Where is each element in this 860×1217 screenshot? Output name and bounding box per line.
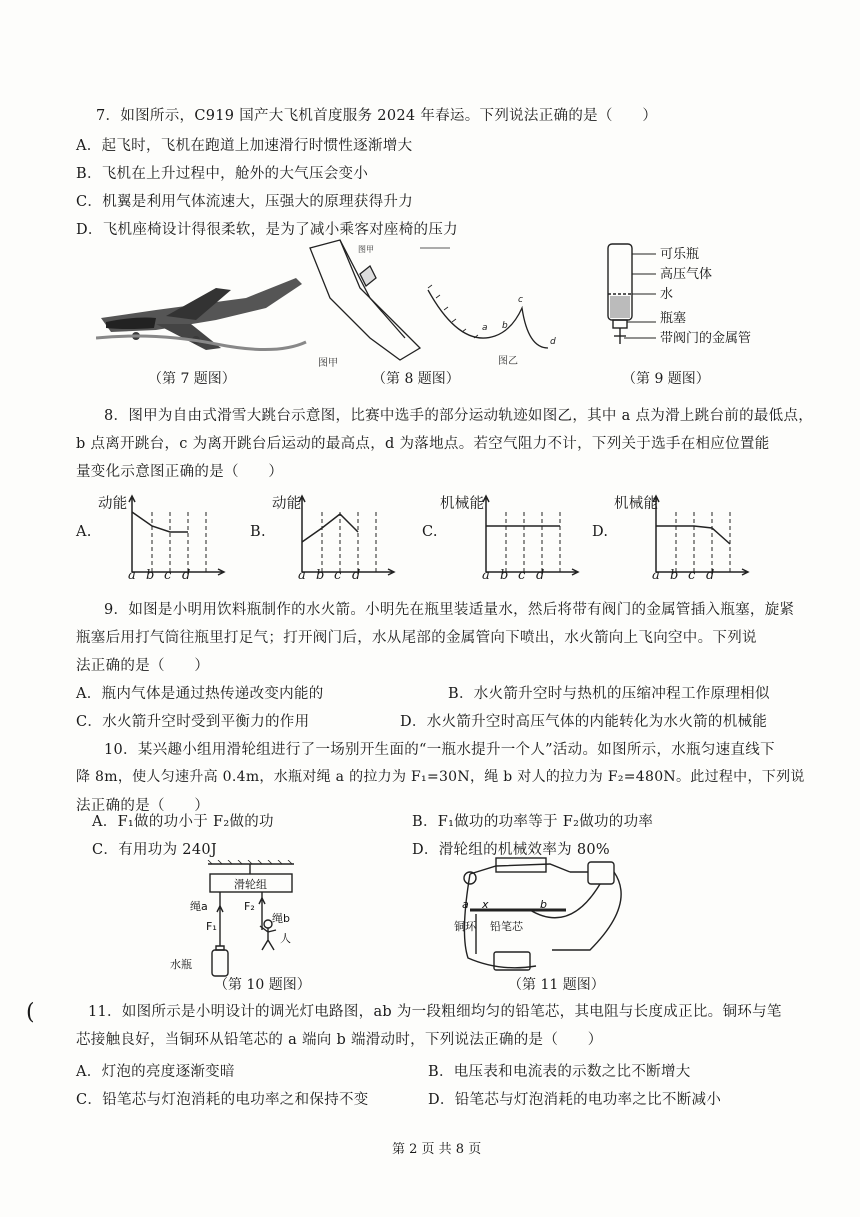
tick-d: d <box>706 568 715 583</box>
q8-stem-3: 量变化示意图正确的是（ ） <box>76 464 284 480</box>
figure-11-label-x: x <box>482 898 489 911</box>
figure-8-caption: （第 8 题图） <box>372 371 460 387</box>
q10-option-b: B．F₁做功的功率等于 F₂做功的功率 <box>412 814 654 830</box>
q8-graph-d-letter: D. <box>592 524 609 540</box>
q8-graph-b-letter: B. <box>250 524 266 540</box>
figure-11-label-ring: 铜环 <box>454 920 476 933</box>
tick-a: a <box>652 568 660 583</box>
figure-11-label-core: 铅笔芯 <box>490 920 523 933</box>
svg-text:b: b <box>502 321 508 331</box>
q11-option-b: B．电压表和电流表的示数之比不断增大 <box>428 1064 691 1080</box>
q8-graph-c-letter: C. <box>422 524 438 540</box>
q10-option-d: D．滑轮组的机械效率为 80% <box>412 842 610 858</box>
q8-graph-d <box>588 492 748 584</box>
q9-stem-2: 瓶塞后用打气筒往瓶里打足气；打开阀门后，水从尾部的金属管向下喷出，水火箭向上飞向空中。下列说 <box>76 630 757 646</box>
figure-10-label-rope-b: 绳b <box>272 912 290 925</box>
figure-11-label-b: b <box>540 898 547 911</box>
q9-option-c: C．水火箭升空时受到平衡力的作用 <box>76 714 310 730</box>
q10-option-c: C．有用功为 240J <box>92 842 217 858</box>
q9-option-a: A．瓶内气体是通过热传递改变内能的 <box>76 686 324 702</box>
figure-8-ski-jump <box>300 238 570 368</box>
figure-9-label-bottle: 可乐瓶 <box>660 247 700 262</box>
figure-10-caption: （第 10 题图） <box>214 977 311 993</box>
q11-option-c: C．铅笔芯与灯泡消耗的电功率之和保持不变 <box>76 1092 369 1108</box>
q8-graph-d-plot <box>644 492 754 584</box>
q10-option-a: A．F₁做的功小于 F₂做的功 <box>92 814 274 830</box>
figure-9-caption: （第 9 题图） <box>622 371 710 387</box>
page-footer: 第 2 页 共 8 页 <box>392 1142 482 1157</box>
figure-9-water-rocket <box>600 240 820 360</box>
figure-10-label-f2: F₂ <box>244 900 255 913</box>
q7-option-c: C．机翼是利用气体流速大，压强大的原理获得升力 <box>76 194 413 210</box>
q11-option-d: D．铅笔芯与灯泡消耗的电功率之比不断减小 <box>428 1092 722 1108</box>
figure-8-label-b: 图乙 <box>498 356 518 367</box>
tick-c: c <box>164 568 172 583</box>
svg-text:d: d <box>550 337 556 347</box>
figure-11-caption: （第 11 题图） <box>508 977 605 993</box>
q10-stem-1: 10．某兴趣小组用滑轮组进行了一场别开生面的“一瓶水提升一个人”活动。如图所示，水瓶匀速直线下 <box>104 742 775 758</box>
q7-stem: 7．如图所示，C919 国产大飞机首度服务 2024 年春运。下列说法正确的是（ ） <box>96 108 658 124</box>
figure-9-label-tube: 带阀门的金属管 <box>660 331 752 346</box>
q7-option-b: B．飞机在上升过程中，舱外的大气压会变小 <box>76 166 369 182</box>
tick-a: a <box>298 568 306 583</box>
svg-text:图甲: 图甲 <box>358 245 374 254</box>
svg-text:a: a <box>482 323 488 333</box>
q8-graph-c <box>418 492 578 584</box>
q8-graph-c-plot <box>474 492 584 584</box>
q8-graph-a-letter: A. <box>76 524 92 540</box>
q7-option-a: A．起飞时，飞机在跑道上加速滑行时惯性逐渐增大 <box>76 138 413 154</box>
q8-graph-b <box>246 492 406 584</box>
q8-graph-b-ylabel: 动能 <box>272 496 302 512</box>
tick-d: d <box>536 568 545 583</box>
tick-c: c <box>334 568 342 583</box>
figure-10-pulley <box>170 860 350 980</box>
figure-9-label-water: 水 <box>660 287 674 302</box>
q10-stem-3: 法正确的是（ ） <box>76 798 210 814</box>
figure-11-circuit <box>440 854 640 974</box>
q9-option-b: B．水火箭升空时与热机的压缩冲程工作原理相似 <box>448 686 770 702</box>
q7-option-d: D．飞机座椅设计得很柔软，是为了减小乘客对座椅的压力 <box>76 222 458 238</box>
margin-mark: ( <box>26 1000 35 1025</box>
q8-graph-d-ylabel: 机械能 <box>614 496 659 512</box>
q10-stem-2: 降 8m，使人匀速升高 0.4m，水瓶对绳 a 的拉力为 F₁=30N，绳 b 对人的拉力为 F₂=480N。此过程中，下列说 <box>76 769 805 785</box>
q8-graph-a-ticks <box>120 570 230 584</box>
q11-stem-2: 芯接触良好，当铜环从铅笔芯的 a 端向 b 端滑动时，下列说法正确的是（ ） <box>76 1032 603 1048</box>
figure-10-label-bottle: 水瓶 <box>170 958 192 971</box>
figure-10-label-person: 人 <box>280 932 291 945</box>
q11-option-a: A．灯泡的亮度逐渐变暗 <box>76 1064 235 1080</box>
svg-text:c: c <box>518 295 523 305</box>
tick-d: d <box>352 568 361 583</box>
figure-10-label-pulley: 滑轮组 <box>234 878 267 891</box>
figure-11-label-a: a <box>462 898 469 911</box>
tick-d: d <box>182 568 191 583</box>
tick-a: a <box>482 568 490 583</box>
figure-7-caption: （第 7 题图） <box>148 371 236 387</box>
q9-stem-1: 9．如图是小明用饮料瓶制作的水火箭。小明先在瓶里装适量水，然后将带有阀门的金属管插入瓶塞，旋紧 <box>104 602 795 618</box>
q8-graph-c-ylabel: 机械能 <box>440 496 485 512</box>
q11-stem-1: 11．如图所示是小明设计的调光灯电路图，ab 为一段粗细均匀的铅笔芯，其电阻与长度成正比。铜环与笔 <box>88 1004 782 1020</box>
q8-graph-b-plot <box>290 492 400 584</box>
figure-9-label-stopper: 瓶塞 <box>660 311 687 326</box>
tick-a: a <box>128 568 136 583</box>
tick-b: b <box>500 568 509 583</box>
q9-stem-3: 法正确的是（ ） <box>76 658 210 674</box>
figure-10-label-rope-a: 绳a <box>190 900 208 913</box>
q9-option-d: D．水火箭升空时高压气体的内能转化为水火箭的机械能 <box>400 714 768 730</box>
tick-b: b <box>316 568 325 583</box>
figure-10-label-f1: F₁ <box>206 920 217 933</box>
figure-8-label-a: 图甲 <box>318 358 338 368</box>
figure-7-airplane <box>96 258 316 368</box>
q8-stem-1: 8．图甲为自由式滑雪大跳台示意图，比赛中选手的部分运动轨迹如图乙，其中 a 点为滑上跳台前的最低点， <box>104 408 814 424</box>
tick-b: b <box>146 568 155 583</box>
q8-graph-a-ylabel: 动能 <box>98 496 128 512</box>
tick-c: c <box>518 568 526 583</box>
q8-stem-2: b 点离开跳台，c 为离开跳台后运动的最高点，d 为落地点。若空气阻力不计，下列关于选手在相应位置能 <box>76 436 770 452</box>
figure-9-label-gas: 高压气体 <box>660 267 713 282</box>
tick-b: b <box>670 568 679 583</box>
tick-c: c <box>688 568 696 583</box>
